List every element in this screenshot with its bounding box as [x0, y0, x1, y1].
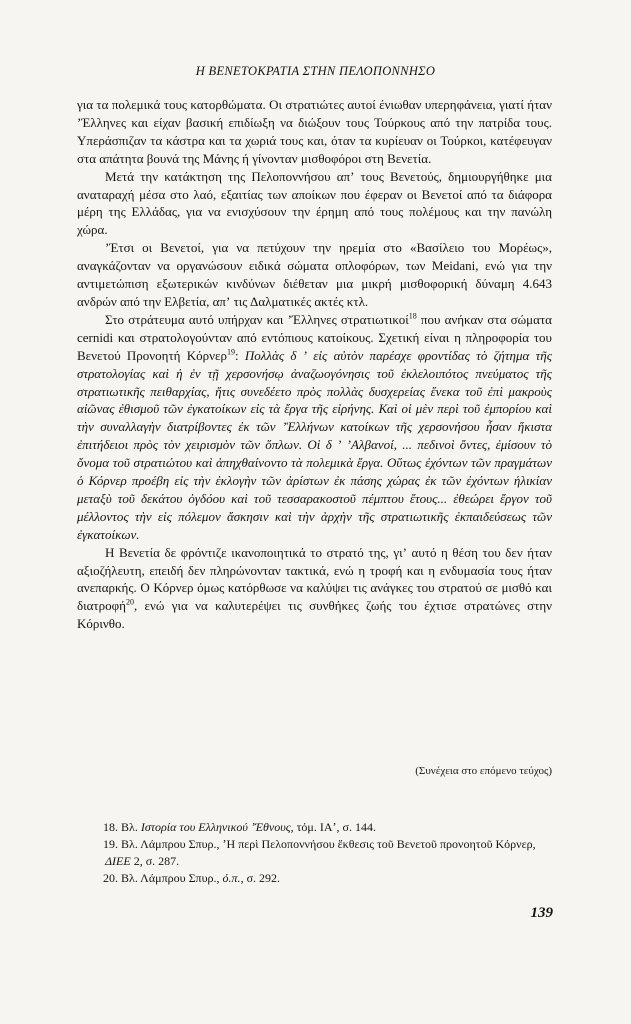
paragraph-5 — [77, 544, 552, 634]
paragraph-2: Μετά την κατάκτηση της Πελοποννήσου απʼ τους Βενετούς, δημιουργήθηκε μια αναταραχή μέσα στο λαό, εξαιτίας των αποίκων που έφεραν οι Βενετοί από τα διάφορα μέρη της Ελλάδας, για να ενισχύσουν την έρημη από τους πολέμους και την πανώλη χώρα. — [77, 168, 552, 238]
footnote-20-op-cit: ό.π. — [222, 871, 241, 885]
korner-quote: Πολλὰς δ ʼ εἰς αὐτὸν παρέσχε φροντίδας τὸ ζήτημα τῆς στρατολογίας καὶ ἡ ἐν τῇ χερσονήσῳ ἀναζωογόνησις τοῦ ἐκλελοιπότος πνεύματος τῆς στρατιωτικῆς πειθαρχίας, ἥτις συνεδέετο πρὸς πολλὰς δυσχερείας ἕνεκα τοῦ ἐπὶ μακροὺς αἰῶνας ἐθισμοῦ τῶν ἐγκατοίκων εἰς τὰ ἔργα τῆς εἰρήνης. Καὶ οἱ μὲν περὶ τοῦ ἐμπορίου καὶ τὴν συναλλαγὴν διατρίβοντες ἐκ τῶν ʼἙλλήνων κατοίκων τῆς χερσονήσου ἦσαν ἥκιστα ἐπιτήδειοι πρὸς τὸν χειρισμὸν τῶν ὅπλων. Οἱ δ ʼ ʼΑλβανοί, ... πεδινοὶ ὄντες, ἐμίσουν τὸ ὄνομα τοῦ στρατιώτου καὶ ἀπηχθαίνοντο τὰ πολεμικὰ ἔργα. Οὕτως ἐχόντων τῶν πραγμάτων ὁ Κόρνερ προέβη εἰς τὴν ἐκλογὴν τῶν ἀρίστων ἐκ πάσης χώρας ἐκ τῶν ἐχόντων ἡλικίαν μεταξὺ τοῦ δεκάτου ὀγδόου καὶ τοῦ τεσσαρακοστοῦ πέμπτου ἔτους... ἐθεώρει ἔργον τοῦ μέλλοντος τὴν εἰς πόλεμον ἄσκησιν καὶ τὴν ἀρχὴν τῆς στρατιωτικῆς ἐκπαιδεύσεως τῶν ἐγκατοίκων. — [77, 347, 552, 542]
paragraph-1: για τα πολεμικά τους κατορθώματα. Οι στρατιώτες αυτοί ένιωθαν υπερηφάνεια, γιατί ήταν ʼΈλληνες και είχαν βασική επιδίωξη να διώξουν τους Τούρκους από την πατρίδα τους. Υπεράσπιζαν τα κάστρα και τα χωριά τους και, όταν τα κυρίευαν οι Τούρκοι, κατέφευγαν στα απάτητα βουνά της Μάνης ή γίνονταν μισθοφόροι στη Βενετία. — [77, 97, 552, 166]
page-number: 139 — [530, 905, 553, 921]
footnote-18-text: 18. Βλ. — [103, 820, 141, 834]
body-text — [77, 96, 552, 633]
footnote-18 — [77, 819, 552, 836]
footnote-ref-19: 19 — [226, 347, 235, 357]
paragraph-4-text-b: που ανήκαν στα σώματα cernidi και στρατολογούνταν από εντόπιους κατοίκους. Σχετική είναι η πληροφορία του Βενετού Προνοητή Κόρνερ — [77, 311, 552, 363]
paragraph-5-text-a: Η Βενετία δε φρόντιζε ικανοποιητικά το στρατό της, γιʼ αυτό η θέση του δεν ήταν αξιοζήλευτη, επειδή δεν πληρώνονταν τακτικά, ενώ η τροφή και η ενδυμασία τους ήταν ανεπαρκής. Ο Κόρνερ όμως κατόρθωσε να καλύψει τις ανάγκες του στρατού σε μισθό και διατροφή — [77, 544, 552, 614]
footnote-18-ref: , τόμ. ΙΑʼ, σ. 144. — [290, 820, 376, 834]
paragraph-4-text-a: Στο στράτευμα αυτό υπήρχαν και ʼΈλληνες στρατιωτικοί — [105, 311, 409, 327]
footnote-19 — [77, 836, 552, 870]
paragraph-5-text-b: , ενώ για να καλυτερέψει τις συνθήκες ζωής του έχτισε στρατώνες στην Κόρινθο. — [77, 598, 552, 632]
running-head: Η ΒΕΝΕΤΟΚΡΑΤΙΑ ΣΤΗΝ ΠΕΛΟΠΟΝΝΗΣΟ — [195, 64, 436, 78]
footnote-19-ref: 2, σ. 287. — [130, 854, 180, 868]
footnote-20-text: 20. Βλ. Λάμπρου Σπυρ., — [103, 871, 223, 885]
footnote-ref-20: 20 — [125, 598, 134, 608]
paragraph-3: ʼΈτσι οι Βενετοί, για να πετύχουν την ηρεμία στο «Βασίλειο του Μορέως», αναγκάζονταν να οργανώσουν ειδικά σώματα οπλοφόρων, των Meidani, ενώ για την αντιμετώπιση εξωτερικών κινδύνων διέθεταν μια μικρή μισθοφορική δύναμη 4.643 ανδρών από την Ελβετία, απʼ τις Δαλματικές ακτές κτλ. — [77, 240, 552, 309]
footnote-ref-18: 18 — [408, 311, 417, 321]
footnote-18-title: Ιστορία του Ελληνικού ʼΈθνους — [140, 820, 291, 834]
footnote-19-journal: ΔΙΕΕ — [105, 854, 131, 868]
footnote-20 — [77, 870, 552, 887]
footnote-19-text: 19. Βλ. Λάμπρου Σπυρ., ʼΗ περὶ Πελοποννήσου ἔκθεσις τοῦ Βενετοῦ προνοητοῦ Κόρνερ, — [103, 837, 536, 851]
paragraph-4 — [77, 311, 552, 544]
footnote-20-ref: , σ. 292. — [240, 871, 281, 885]
paragraph-4-text-c: : — [234, 347, 245, 363]
continues-note: (Συνέχεια στο επόμενο τεύχος) — [415, 765, 552, 777]
footnotes — [77, 819, 552, 887]
